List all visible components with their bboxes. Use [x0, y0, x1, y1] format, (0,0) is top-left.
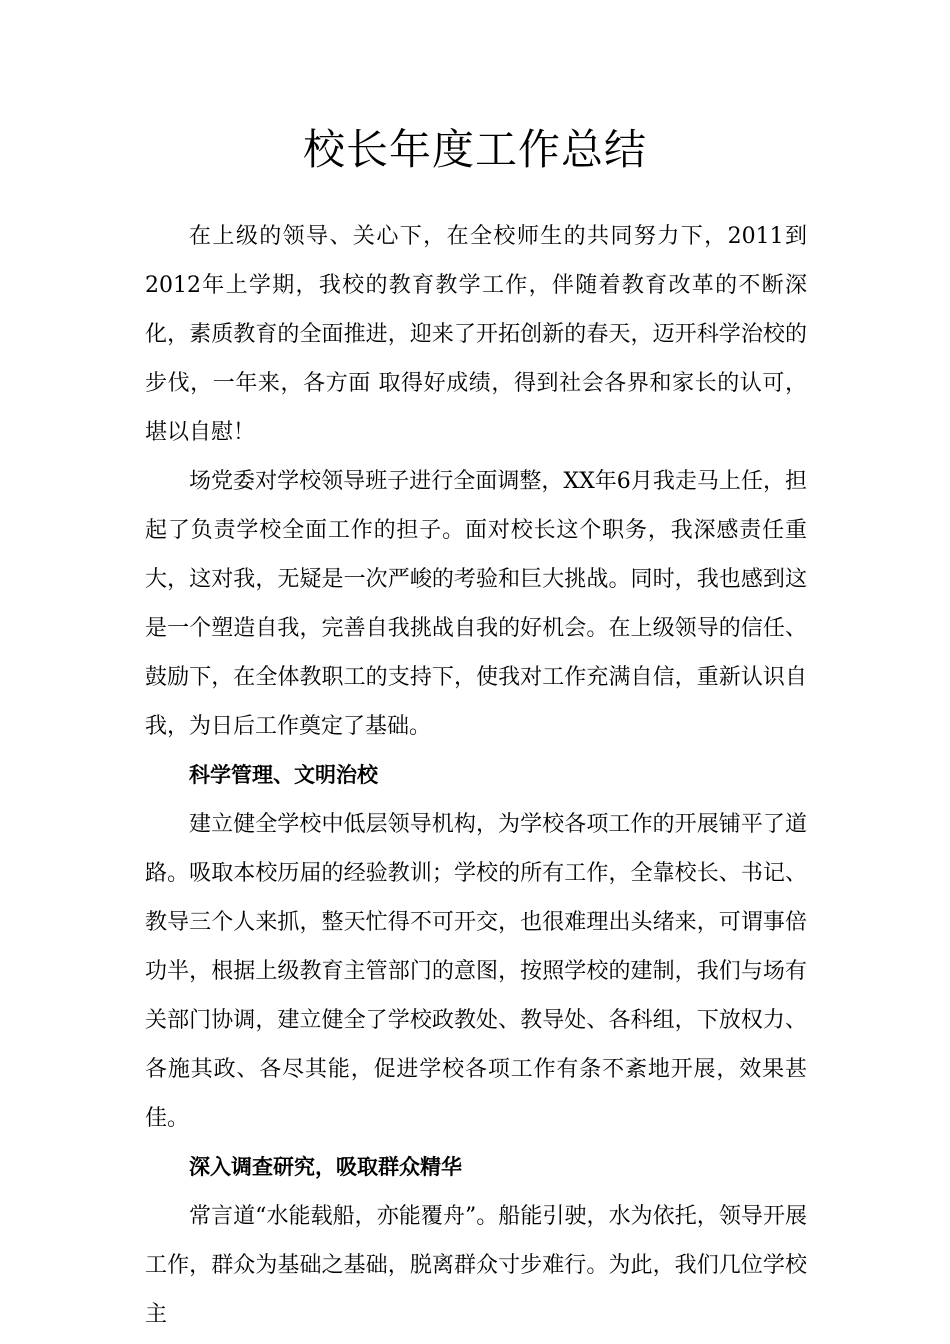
document-title: 校长年度工作总结 — [302, 125, 647, 174]
section-heading-management: 科学管理、文明治校 — [189, 763, 378, 787]
intro-paragraph: 在上级的领导、关心下，在全校师生的共同努力下，2011到2012年上学期，我校的教育教学工作，伴随着教育改革的不断深化，素质教育的全面推进，迎来了开拓创新的春天，迈开科学治校的步伐，一年来，各方面 取得好成绩，得到社会各界和家长的认可，堪以自慰！ — [145, 224, 807, 445]
section-heading-research: 深入调查研究，吸取群众精华 — [189, 1155, 462, 1179]
research-paragraph: 常言道“水能载船，亦能覆舟”。船能引驶，水为依托，领导开展工作，群众为基础之基础，脱离群众寸步难行。为此，我们几位学校主 — [145, 1204, 807, 1327]
document-body — [145, 212, 807, 1339]
appointment-paragraph: 场党委对学校领导班子进行全面调整，XX年6月我走马上任，担起了负责学校全面工作的担子。面对校长这个职务，我深感责任重大，这对我，无疑是一次严峻的考验和巨大挑战。同时，我也感到这是一个塑造自我，完善自我挑战自我的好机会。在上级领导的信任、鼓励下，在全体教职工的支持下，使我对工作充满自信，重新认识自我，为日后工作奠定了基础。 — [145, 469, 807, 739]
management-paragraph: 建立健全学校中低层领导机构，为学校各项工作的开展铺平了道路。吸取本校历届的经验教训；学校的所有工作，全靠校长、书记、教导三个人来抓，整天忙得不可开交，也很难理出头绪来，可谓事倍功半，根据上级教育主管部门的意图，按照学校的建制，我们与场有关部门协调，建立健全了学校政教处、教导处、各科组，下放权力、各施其政、各尽其能，促进学校各项工作有条不紊地开展，效果甚佳。 — [145, 812, 807, 1131]
